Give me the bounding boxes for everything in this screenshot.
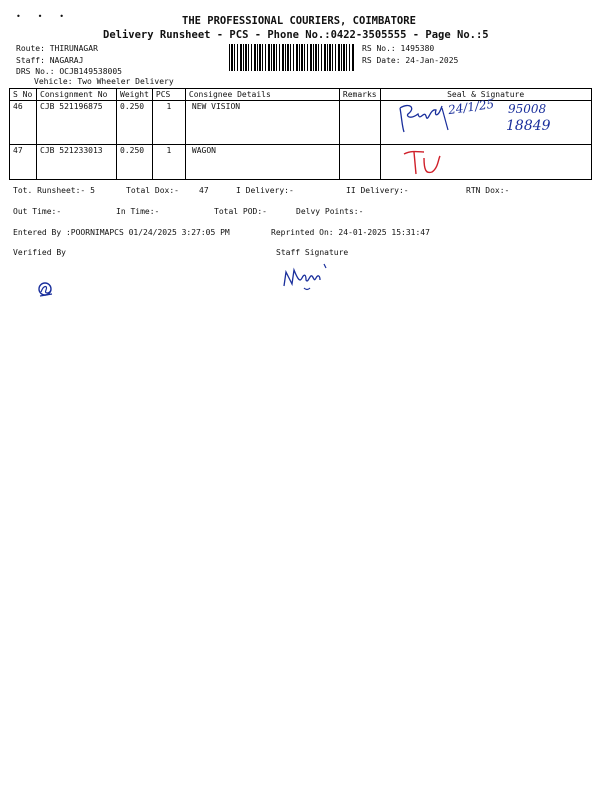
staff-signature bbox=[280, 260, 330, 294]
cell-weight: 0.250 bbox=[117, 145, 153, 180]
tot-runsheet: Tot. Runsheet:- 5 bbox=[13, 186, 95, 195]
entered-by: Entered By :POORNIMAPCS 01/24/2025 3:27:05 PM bbox=[13, 228, 230, 237]
verifier-signature bbox=[36, 280, 56, 300]
col-consignee-header: Consignee Details bbox=[185, 89, 339, 101]
reprinted-on: Reprinted On: 24-01-2025 15:31:47 bbox=[271, 228, 430, 237]
in-time: In Time:- bbox=[116, 207, 160, 216]
staff-signature-label: Staff Signature bbox=[276, 248, 349, 257]
staff-label: Staff: NAGARAJ bbox=[16, 56, 84, 65]
cell-consignment: CJB 521233013 bbox=[37, 145, 117, 180]
table-row bbox=[10, 145, 592, 180]
rs-number: RS No.: 1495380 bbox=[362, 44, 435, 53]
route-label: Route: THIRUNAGAR bbox=[16, 44, 98, 53]
cell-pcs: 1 bbox=[152, 101, 185, 145]
cell-remarks bbox=[339, 101, 380, 145]
total-dox-label: Total Dox:- bbox=[126, 186, 179, 195]
cell-sno: 46 bbox=[10, 101, 37, 145]
col-remarks-header: Remarks bbox=[339, 89, 380, 101]
total-pod: Total POD:- bbox=[214, 207, 267, 216]
print-dots: • • • bbox=[16, 12, 71, 21]
handwritten-date-row46: 24/1/25 bbox=[447, 96, 496, 118]
col-weight-header: Weight bbox=[117, 89, 153, 101]
rs-date: RS Date: 24-Jan-2025 bbox=[362, 56, 459, 65]
cell-consignee: WAGON bbox=[185, 145, 339, 180]
cell-consignee: NEW VISION bbox=[185, 101, 339, 145]
out-time: Out Time:- bbox=[13, 207, 62, 216]
col-seal-header: Seal & Signature bbox=[380, 89, 591, 101]
runsheet-title: Delivery Runsheet - PCS - Phone No.:0422-3505555 - Page No.:5 bbox=[103, 29, 489, 41]
total-dox-value: 47 bbox=[199, 186, 209, 195]
drs-number: DRS No.: OCJB149538005 bbox=[16, 67, 122, 76]
col-sno-header: S No bbox=[10, 89, 37, 101]
i-delivery: I Delivery:- bbox=[236, 186, 294, 195]
company-title: THE PROFESSIONAL COURIERS, COIMBATORE bbox=[182, 15, 416, 27]
cell-weight: 0.250 bbox=[117, 101, 153, 145]
col-pcs-header: PCS bbox=[152, 89, 185, 101]
cell-remarks bbox=[339, 145, 380, 180]
col-consignment-header: Consignment No bbox=[37, 89, 117, 101]
table-header-row bbox=[10, 89, 592, 101]
cell-pcs: 1 bbox=[152, 145, 185, 180]
delvy-points: Delvy Points:- bbox=[296, 207, 364, 216]
vehicle-label: Vehicle: Two Wheeler Delivery bbox=[34, 77, 174, 86]
ii-delivery: II Delivery:- bbox=[346, 186, 409, 195]
handwritten-number-2: 18849 bbox=[506, 118, 551, 134]
handwritten-number-1: 95008 bbox=[508, 102, 547, 116]
barcode bbox=[229, 44, 354, 71]
rtn-dox: RTN Dox:- bbox=[466, 186, 510, 195]
cell-sno: 47 bbox=[10, 145, 37, 180]
verified-by-label: Verified By bbox=[13, 248, 66, 257]
cell-consignment: CJB 521196875 bbox=[37, 101, 117, 145]
handwritten-signature-row47 bbox=[402, 148, 452, 178]
